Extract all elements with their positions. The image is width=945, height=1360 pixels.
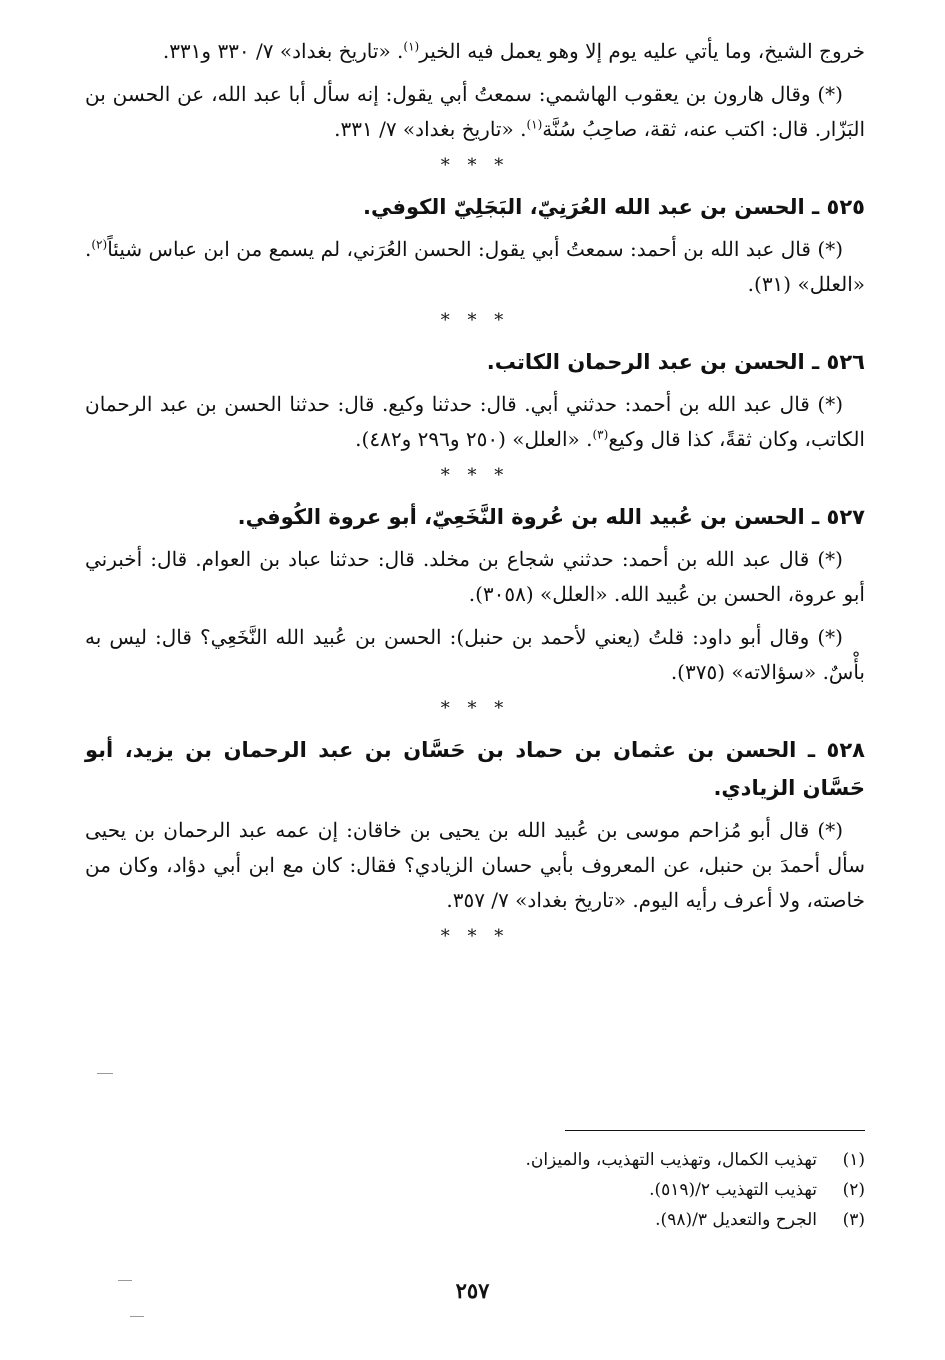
citation-text: . «العلل» (٢٥٠ و٢٩٦ و٤٨٢). <box>355 427 593 451</box>
entry-text-527-a: (*) قال عبد الله بن أحمد: حدثني شجاع بن مخلد. قال: حدثنا عباد بن العوام. قال: أخبرني أبو عروة، الحسن بن عُبيد الله. «العلل» (٣٠٥٨). <box>85 547 865 606</box>
footnote-ref[interactable]: (٢) <box>91 237 108 252</box>
entry-heading-526: ٥٢٦ ـ الحسن بن عبد الرحمان الكاتب. <box>486 350 865 374</box>
paragraph-text: خروج الشيخ، وما يأتي عليه يوم إلا وهو يعمل فيه الخير <box>419 39 865 63</box>
scan-mark <box>118 1280 132 1281</box>
footnote-ref[interactable]: (٣) <box>592 427 609 442</box>
paragraph-text: (*) وقال هارون بن يعقوب الهاشمي: سمعتُ أبي يقول: إنه سأل أبا عبد الله، عن الحسن بن البَزّار. قال: اكتب عنه، ثقة، صاحِبُ سُنَّة <box>85 82 865 141</box>
section-separator: * * * <box>440 310 510 331</box>
section-separator: * * * <box>440 155 510 176</box>
citation-text: . «تاريخ بغداد» ٧/ ٣٣١. <box>334 117 527 141</box>
footnote-text: تهذيب التهذيب ٢/(٥١٩). <box>649 1180 817 1200</box>
citation-text: . «العلل» (٣١). <box>85 237 865 296</box>
paragraph-text: (*) قال عبد الله بن أحمد: سمعتُ أبي يقول: الحسن العُرَني، لم يسمع من ابن عباس شيئاً <box>107 237 843 261</box>
footnotes <box>85 1130 865 1235</box>
entry-text-526 <box>85 387 865 457</box>
paragraph-text: (*) قال عبد الله بن أحمد: حدثني أبي. قال: حدثنا وكيع. قال: حدثنا الحسن بن عبد الرحمان الكاتب، وكان ثقةً، كذا قال وكيع <box>85 392 865 451</box>
entry-heading-525: ٥٢٥ ـ الحسن بن عبد الله العُرَنِيّ، البَجَلِيّ الكوفي. <box>363 195 865 219</box>
section-separator: * * * <box>440 926 510 947</box>
entry-text-525 <box>85 232 865 302</box>
footnote-item <box>85 1175 865 1205</box>
footnote-ref[interactable]: (١) <box>526 117 543 132</box>
paragraph-hashimi <box>85 77 865 147</box>
entry-heading-528: ٥٢٨ ـ الحسن بن عثمان بن حماد بن حَسَّان بن عبد الرحمان بن يزيد، أبو حَسَّان الزيادي. <box>85 738 865 800</box>
footnote-text: تهذيب الكمال، وتهذيب التهذيب، والميزان. <box>525 1150 817 1170</box>
footnote-text: الجرح والتعديل ٣/(٩٨). <box>655 1210 817 1230</box>
footnote-item <box>85 1145 865 1175</box>
scan-mark <box>130 1316 144 1317</box>
footnote-divider <box>565 1130 865 1131</box>
page-number: ٢٥٧ <box>455 1278 490 1303</box>
footnote-number: (١) <box>842 1150 865 1170</box>
citation-text: . «تاريخ بغداد» ٧/ ٣٣٠ و٣٣١. <box>162 39 404 63</box>
entry-text-528: (*) قال أبو مُزاحم موسى بن عُبيد الله بن يحيى بن خاقان: إن عمه عبد الرحمان بن يحيى سأل أحمدَ بن حنبل، عن المعروف بأبي حسان الزيادي؟ فقال: كان مع ابن أبي دؤاد، وكان من خاصته، ولا أعرف رأيه اليوم. «تاريخ بغداد» ٧/ ٣٥٧. <box>85 818 865 912</box>
footnote-number: (٣) <box>842 1210 865 1230</box>
footnote-number: (٢) <box>842 1180 865 1200</box>
paragraph-continuation <box>85 34 865 69</box>
entry-heading-527: ٥٢٧ ـ الحسن بن عُبيد الله بن عُروة النَّخَعِيّ، أبو عروة الكُوفي. <box>237 505 865 529</box>
footnote-item <box>85 1205 865 1235</box>
section-separator: * * * <box>440 465 510 486</box>
page-body <box>85 34 865 959</box>
scan-mark <box>97 1073 113 1074</box>
entry-text-527-b: (*) وقال أبو داود: قلتُ (يعني لأحمد بن حنبل): الحسن بن عُبيد الله النَّخَعِي؟ قال: ليس به بأْسٌ. «سؤالاته» (٣٧٥). <box>85 625 865 684</box>
footnote-ref[interactable]: (١) <box>403 39 420 54</box>
section-separator: * * * <box>440 698 510 719</box>
